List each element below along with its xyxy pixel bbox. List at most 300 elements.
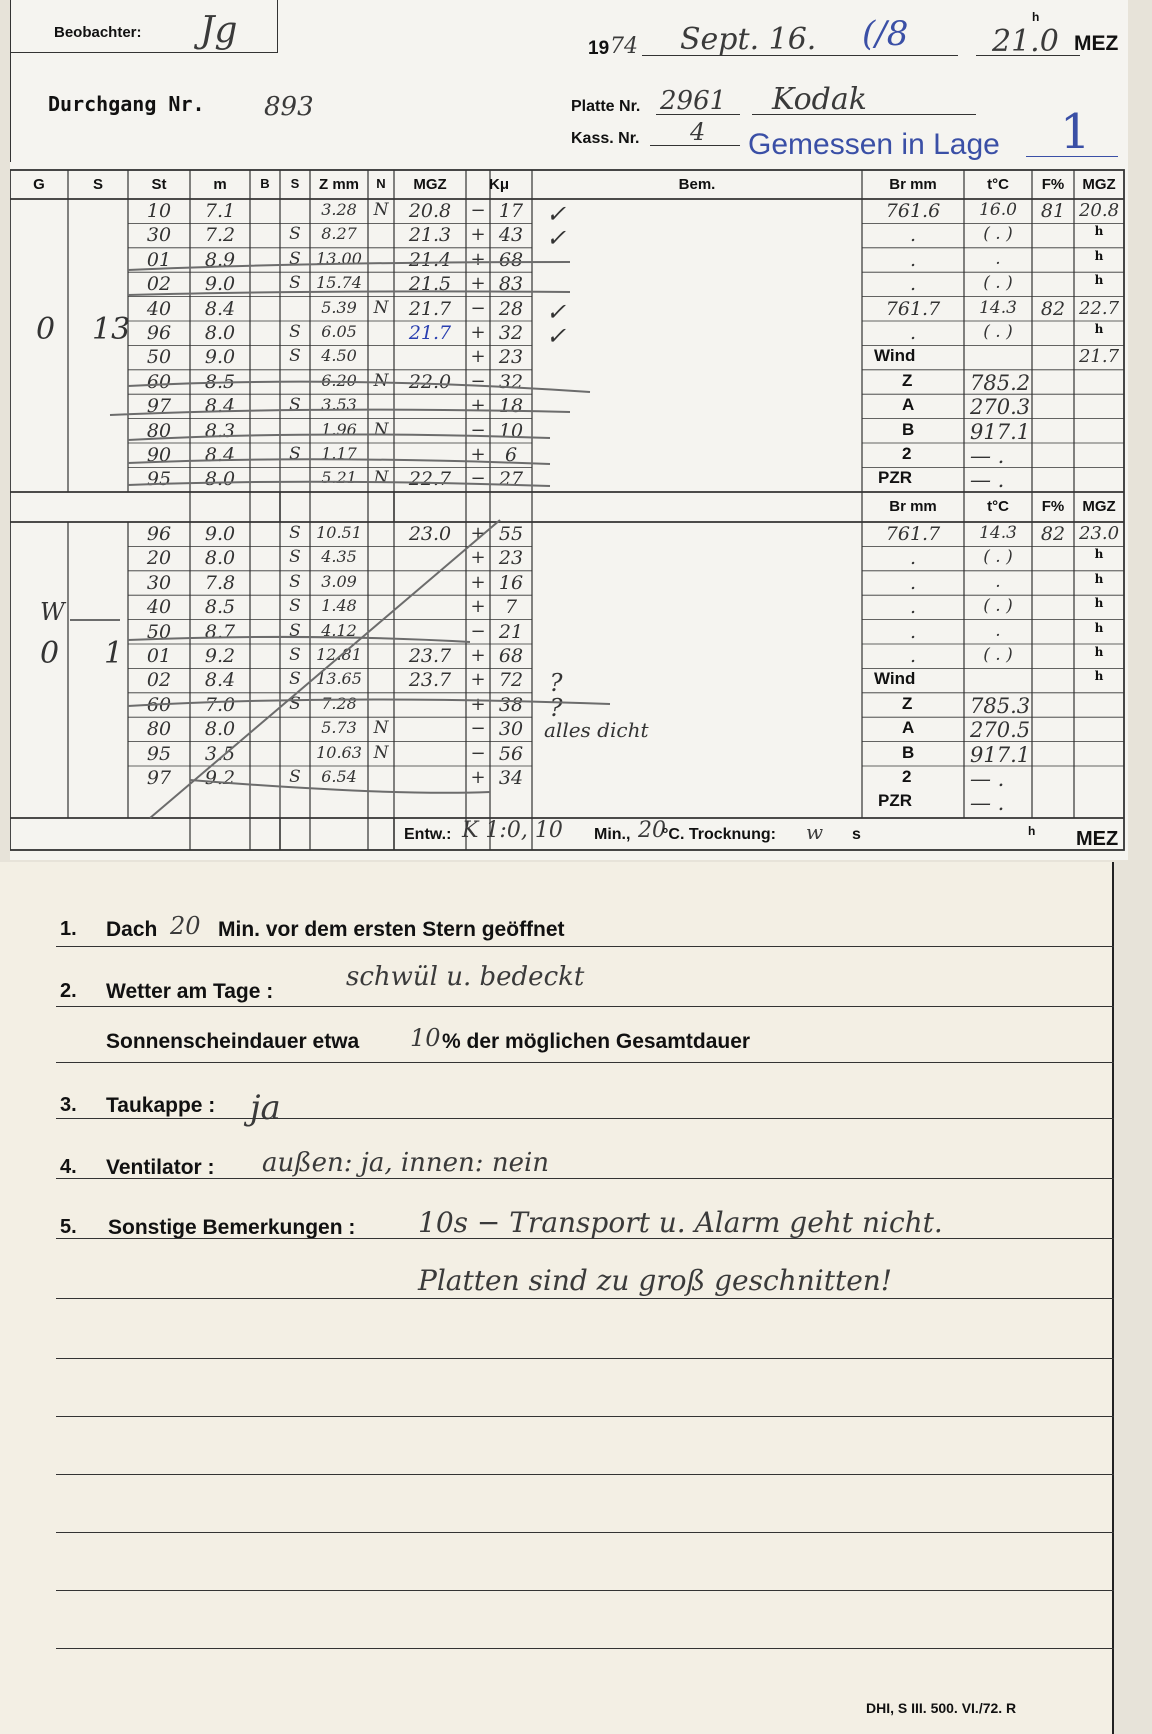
row-st: 95 [146, 468, 172, 491]
note-line-6 [56, 1238, 1114, 1239]
beobachter-label: Beobachter: [54, 24, 142, 41]
row-sign: − [470, 200, 486, 221]
row-s: S [289, 395, 301, 416]
note-line-13 [56, 1648, 1114, 1649]
note-line-8 [56, 1358, 1114, 1359]
row-z: 4.12 [321, 620, 357, 640]
row-n: N [373, 370, 389, 391]
row-st: 90 [146, 444, 172, 466]
side-mgz: 23.0 [1078, 523, 1120, 544]
wind-label: Wind [874, 346, 916, 366]
note-5-pre: Sonstige Bemerkungen : [108, 1216, 356, 1239]
zab-label: Z [902, 370, 913, 390]
row-k: 68 [498, 248, 524, 271]
row-z: 5.21 [321, 468, 357, 488]
row-k: 18 [498, 395, 524, 418]
row-s: S [289, 322, 301, 342]
side-f: 82 [1040, 297, 1066, 320]
beobachter-value: Jg [200, 10, 238, 51]
side-mgz: h [1094, 322, 1104, 336]
side-br: . [909, 322, 917, 344]
note-5-num: 5. [60, 1216, 77, 1238]
row-s: S [289, 224, 301, 245]
row-sign: + [470, 322, 486, 343]
header-col-mgz: MGZ [413, 176, 447, 193]
row-s: S [289, 767, 301, 787]
note-2-pre: Wetter am Tage : [106, 980, 274, 1003]
row-m: 9.0 [204, 523, 236, 545]
time-value: 21.0 [992, 24, 1059, 59]
row-sign: + [470, 596, 486, 618]
row-m: 8.0 [204, 718, 236, 741]
observation-card [10, 0, 1128, 860]
row-z: 5.73 [321, 718, 357, 738]
note-2b-pre: Sonnenscheindauer etwa [106, 1030, 360, 1053]
zab-value: — . [970, 767, 1005, 791]
side-t: . [995, 571, 1001, 592]
row-z: 13.65 [316, 669, 362, 689]
notes-card [0, 862, 1114, 1734]
header-col-br-2: Br mm [889, 498, 937, 515]
note-1-pre: Dach [106, 918, 158, 941]
row-m: 8.7 [204, 620, 236, 643]
row-s: S [289, 273, 301, 294]
row-m: 9.0 [204, 346, 236, 369]
zab-label: B [902, 419, 915, 439]
row-z: 1.17 [321, 444, 357, 463]
row-m: 7.0 [204, 693, 236, 716]
row-k: 43 [498, 224, 524, 247]
row-z: 4.50 [321, 346, 357, 366]
row-sign: + [470, 547, 486, 569]
row-z: 10.51 [316, 523, 362, 542]
side-br: . [909, 547, 917, 570]
zab-label: PZR [878, 468, 912, 488]
row-m: 7.1 [204, 200, 236, 222]
row-st: 30 [146, 224, 172, 247]
row-z: 1.48 [321, 596, 357, 616]
header-col-mgz2: MGZ [1082, 176, 1116, 193]
row-st: 60 [146, 693, 172, 716]
header-col-g: G [33, 176, 45, 193]
entw-mez: MEZ [1076, 828, 1119, 850]
row-mgz: 21.7 [408, 297, 452, 320]
zab-value: — . [970, 468, 1005, 493]
zab-label: B [902, 742, 915, 762]
side-t: ( . ) [983, 645, 1013, 665]
row-z: 6.05 [321, 322, 357, 341]
row-st: 20 [146, 547, 172, 570]
row-sign: − [470, 468, 486, 490]
note-line-5 [56, 1178, 1114, 1179]
row-m: 9.2 [204, 645, 236, 667]
header-col-n: N [376, 176, 386, 191]
side-br: . [909, 224, 917, 247]
row-m: 8.0 [204, 468, 236, 491]
note-5-hand: 10s − Transport u. Alarm geht nicht. [418, 1206, 943, 1239]
header-col-br: Br mm [889, 176, 937, 193]
row-s: S [289, 346, 301, 367]
row-sign: + [470, 248, 486, 270]
zab-value: — . [970, 444, 1005, 468]
note-4-hand: außen: ja, innen: nein [262, 1148, 550, 1178]
zab-label: A [902, 395, 915, 415]
row-s: S [289, 248, 301, 269]
row-k: 55 [498, 523, 524, 545]
row-m: 9.2 [204, 767, 236, 789]
header-col-m: m [213, 176, 227, 193]
row-s: S [289, 693, 301, 714]
note-line-3 [56, 1062, 1114, 1063]
row-s: S [289, 620, 301, 641]
row-z: 8.27 [321, 224, 357, 244]
row-n: N [373, 419, 389, 440]
row-k: 32 [498, 370, 524, 393]
row-k: 27 [498, 468, 524, 491]
zab-label: A [902, 718, 915, 738]
year-prefix: 19 [588, 38, 610, 59]
group2-s: 1 [104, 636, 124, 671]
row-bem: ? [549, 693, 563, 722]
side-br: . [909, 273, 917, 296]
side-mgz: h [1094, 224, 1104, 239]
note-1-hand: 20 [170, 912, 201, 940]
row-bem: alles dicht [544, 718, 649, 743]
row-z: 10.63 [316, 742, 362, 762]
header-col-bem: Bem. [678, 176, 716, 193]
side-f: 81 [1040, 200, 1066, 222]
row-mgz: 22.0 [408, 370, 452, 393]
row-mgz: 21.3 [408, 224, 452, 247]
note-3-hand: ja [250, 1088, 281, 1128]
year-suffix: 74 [610, 34, 638, 59]
row-st: 02 [146, 669, 172, 692]
platte-value: 2961 [660, 86, 727, 116]
side-mgz: h [1094, 248, 1104, 263]
side-mgz: h [1094, 273, 1104, 288]
row-k: 6 [504, 444, 518, 466]
row-k: 68 [498, 645, 524, 667]
side-br: 761.7 [885, 297, 941, 320]
side-t: ( . ) [983, 596, 1013, 617]
note-line-1 [56, 946, 1114, 947]
side-t: 14.3 [979, 523, 1017, 543]
zab-value: 270.3 [970, 395, 1031, 420]
row-k: 30 [498, 718, 524, 741]
row-sign: + [470, 273, 486, 295]
row-sign: + [470, 346, 486, 368]
date-value: Sept. 16. [680, 22, 817, 57]
note-line-12 [56, 1590, 1114, 1591]
row-sign: − [470, 419, 486, 441]
wind-label: Wind [874, 669, 916, 689]
note-4-pre: Ventilator : [106, 1156, 215, 1179]
zab-value: 917.1 [970, 742, 1031, 767]
row-s: S [289, 669, 301, 690]
platte-label: Platte Nr. [571, 98, 641, 115]
row-st: 40 [146, 297, 172, 320]
row-st: 95 [146, 742, 172, 765]
side-br: . [909, 248, 917, 271]
side-t: 16.0 [979, 200, 1017, 220]
row-n: N [373, 468, 389, 489]
row-mgz: 21.7 [408, 322, 452, 344]
row-m: 8.4 [204, 297, 236, 320]
side-t: 14.3 [979, 297, 1017, 318]
side-mgz: h [1094, 620, 1104, 635]
row-st: 96 [146, 322, 172, 344]
row-k: 34 [498, 767, 524, 789]
kass-value: 4 [690, 118, 706, 146]
row-k: 10 [498, 419, 524, 442]
row-m: 7.8 [204, 571, 236, 594]
note-line-2 [56, 1006, 1114, 1007]
row-n: N [373, 718, 389, 739]
entw-trock: w [806, 820, 824, 844]
row-st: 01 [146, 248, 172, 271]
row-s: S [289, 571, 301, 592]
entw-temp-unit: °C. Trocknung: [662, 826, 776, 843]
row-mgz: 21.5 [408, 273, 452, 296]
zab-label: PZR [878, 791, 912, 811]
row-m: 8.4 [204, 395, 236, 418]
pencil-strikes [10, 0, 1128, 860]
row-k: 23 [498, 547, 524, 570]
entw-temp: 20 [638, 818, 666, 843]
side-mgz: 20.8 [1078, 200, 1120, 221]
row-st: 02 [146, 273, 172, 296]
row-n: N [373, 200, 389, 220]
row-z: 3.28 [321, 200, 357, 219]
platte-make: Kodak [772, 82, 867, 117]
side-mgz: h [1094, 571, 1104, 586]
row-m: 8.0 [204, 547, 236, 570]
zab-value: — . [970, 791, 1005, 816]
row-s: S [289, 523, 301, 543]
row-st: 60 [146, 370, 172, 393]
note-line-9 [56, 1416, 1114, 1417]
entw-label: Entw.: [404, 826, 452, 843]
row-k: 56 [498, 742, 524, 765]
note-4-num: 4. [60, 1156, 77, 1178]
row-sign: + [470, 571, 486, 593]
row-mgz: 22.7 [408, 468, 452, 491]
durchgang-value: 893 [264, 92, 314, 122]
row-mgz: 23.7 [408, 645, 452, 667]
row-bem: ✓ [545, 200, 567, 228]
row-st: 50 [146, 346, 172, 369]
note-line-7 [56, 1298, 1114, 1299]
row-st: 96 [146, 523, 172, 545]
side-t: . [995, 248, 1001, 269]
header-col-f-2: F% [1041, 498, 1065, 515]
row-z: 6.20 [321, 370, 357, 390]
side-mgz: h [1094, 645, 1104, 659]
gemessen-label: Gemessen in Lage [748, 128, 1000, 161]
side-br: 761.6 [885, 200, 941, 222]
side-mgz: h [1094, 547, 1104, 562]
row-sign: + [470, 224, 486, 246]
row-bem: ✓ [545, 322, 567, 350]
header-col-s2: S [290, 176, 300, 191]
side-t: . [995, 620, 1001, 641]
side-f: 82 [1040, 523, 1066, 545]
row-m: 9.0 [204, 273, 236, 296]
side-br: 761.7 [885, 523, 941, 545]
note-2-hand: schwül u. bedeckt [346, 962, 585, 992]
row-m: 8.3 [204, 419, 236, 442]
row-st: 97 [146, 395, 172, 418]
note-line-11 [56, 1532, 1114, 1533]
row-z: 12.81 [316, 645, 362, 664]
zab-value: 270.5 [970, 718, 1031, 743]
header-col-z: Z mm [318, 176, 359, 193]
row-z: 5.39 [321, 297, 357, 317]
header-col-k: Kμ [488, 176, 509, 193]
header-col-st: St [151, 176, 167, 193]
header-col-mgz-2: MGZ [1082, 498, 1116, 515]
row-z: 3.53 [321, 395, 357, 415]
row-mgz: 20.8 [408, 200, 452, 222]
row-z: 6.54 [321, 767, 357, 786]
side-t: ( . ) [983, 224, 1013, 245]
row-st: 97 [146, 767, 172, 789]
row-s: S [289, 444, 301, 464]
row-bem: ✓ [545, 297, 567, 326]
row-k: 16 [498, 571, 524, 594]
row-st: 40 [146, 596, 172, 619]
row-z: 4.35 [321, 547, 357, 567]
row-m: 7.2 [204, 224, 236, 247]
row-n: N [373, 742, 389, 763]
row-sign: + [470, 444, 486, 465]
row-mgz: 21.4 [408, 248, 452, 271]
row-s: S [289, 645, 301, 665]
row-k: 32 [498, 322, 524, 344]
note-2b-hand: 10 [410, 1024, 441, 1052]
row-s: S [289, 547, 301, 568]
header-col-s: S [92, 176, 103, 193]
side-t: ( . ) [983, 322, 1013, 342]
time-unit: h [1032, 10, 1040, 24]
note-line-10 [56, 1474, 1114, 1475]
moon-value: (/8 [862, 14, 909, 54]
side-t: ( . ) [983, 547, 1013, 568]
note-line-4 [56, 1118, 1114, 1119]
form-footer: DHI, S III. 500. VI./72. R [866, 1700, 1017, 1716]
row-st: 10 [146, 200, 172, 222]
row-mgz: 23.7 [408, 669, 452, 692]
group1-g: 0 [36, 312, 56, 347]
side-br: . [909, 620, 917, 643]
row-sign: − [470, 718, 486, 740]
row-s: S [289, 596, 301, 617]
side-mgz: 22.7 [1078, 297, 1120, 319]
zab-value: 785.2 [970, 370, 1031, 395]
entw-min: Min., [594, 826, 631, 843]
row-k: 72 [498, 669, 524, 692]
zab-value: 917.1 [970, 419, 1031, 444]
row-st: 80 [146, 718, 172, 741]
row-sign: − [470, 297, 486, 319]
row-k: 7 [504, 596, 518, 619]
row-bem: ✓ [545, 224, 567, 253]
row-m: 8.5 [204, 370, 236, 393]
mez-label: MEZ [1074, 32, 1119, 55]
row-z: 1.96 [321, 419, 357, 439]
group2-g: 0 [40, 636, 60, 671]
kass-label: Kass. Nr. [571, 130, 640, 147]
row-k: 38 [498, 693, 524, 716]
note-3-num: 3. [60, 1094, 77, 1116]
note-1-num: 1. [60, 918, 77, 940]
group2-g-top: W [40, 598, 65, 626]
row-sign: − [470, 370, 486, 392]
gemessen-value: 1 [1060, 104, 1091, 160]
row-st: 01 [146, 645, 172, 667]
row-sign: + [470, 669, 486, 691]
note-2-num: 2. [60, 980, 77, 1002]
note-extra-hand: Platten sind zu groß geschnitten! [418, 1264, 893, 1297]
row-sign: + [470, 523, 486, 544]
wind-mgz: 21.7 [1078, 346, 1120, 368]
entw-value: K 1:0, 10 [462, 818, 563, 843]
row-st: 80 [146, 419, 172, 442]
row-mgz: 23.0 [408, 523, 452, 545]
row-z: 13.00 [316, 248, 362, 268]
durchgang-label: Durchgang Nr. [48, 92, 205, 116]
row-bem: ? [549, 669, 563, 698]
row-m: 8.5 [204, 596, 236, 619]
row-st: 50 [146, 620, 172, 643]
row-n: N [373, 297, 389, 318]
row-sign: + [470, 395, 486, 417]
row-m: 3.5 [204, 742, 236, 765]
header-col-t: t°C [987, 176, 1009, 193]
header-col-b: B [260, 176, 270, 191]
side-t: ( . ) [983, 273, 1013, 294]
row-k: 21 [498, 620, 524, 643]
side-br: . [909, 571, 917, 594]
row-m: 8.4 [204, 444, 236, 466]
header-col-t-2: t°C [987, 498, 1009, 515]
wind-mgz: h [1094, 669, 1104, 684]
header-col-f: F% [1041, 176, 1065, 193]
entw-s: s [852, 826, 861, 843]
row-sign: − [470, 620, 486, 642]
zab-label: 2 [902, 444, 912, 463]
row-m: 8.0 [204, 322, 236, 344]
note-1-post: Min. vor dem ersten Stern geöffnet [218, 918, 565, 941]
row-m: 8.9 [204, 248, 236, 271]
zab-label: Z [902, 693, 913, 713]
row-st: 30 [146, 571, 172, 594]
row-z: 7.28 [321, 693, 357, 713]
row-sign: + [470, 767, 486, 788]
row-sign: − [470, 742, 486, 764]
note-3-pre: Taukappe : [106, 1094, 216, 1117]
row-z: 15.74 [316, 273, 362, 293]
row-sign: + [470, 645, 486, 666]
row-sign: + [470, 693, 486, 715]
note-2b-post: % der möglichen Gesamtdauer [442, 1030, 751, 1053]
row-k: 83 [498, 273, 524, 296]
entw-h: h [1028, 824, 1036, 838]
side-br: . [909, 645, 917, 667]
zab-value: 785.3 [970, 693, 1031, 718]
row-k: 17 [498, 200, 524, 222]
row-k: 23 [498, 346, 524, 369]
